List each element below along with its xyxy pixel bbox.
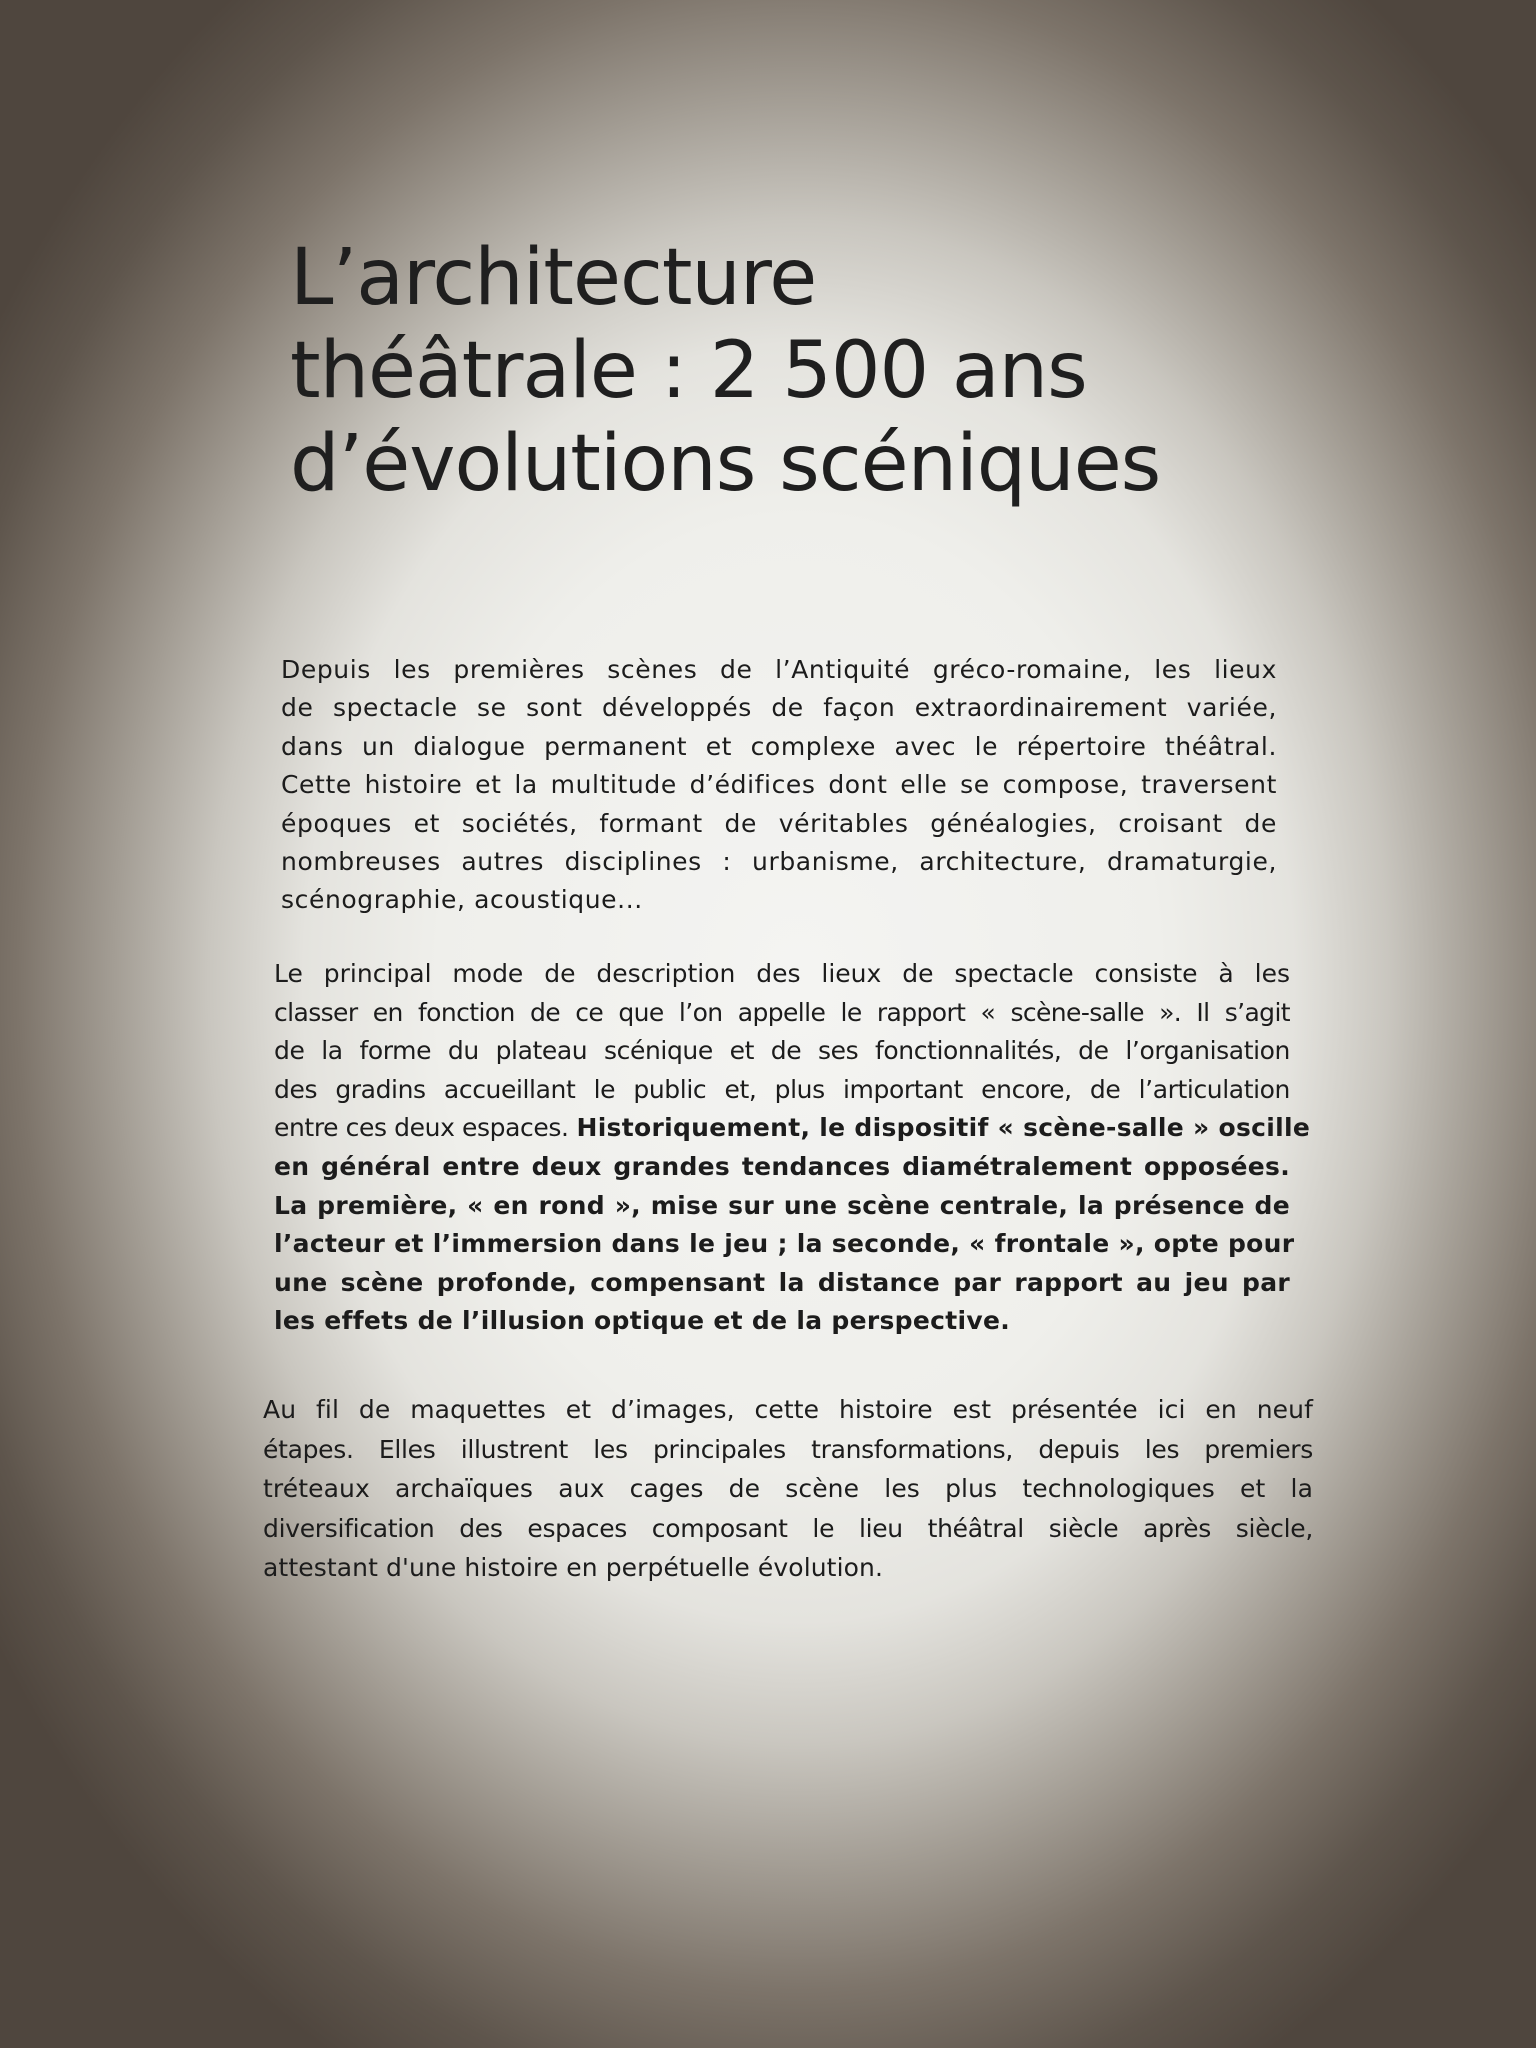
text-line: époques et sociétés, formant de véritables généalogies, croisant de [281,808,1277,838]
text-line: étapes. Elles illustrent les principales transformations, depuis les premiers [263,1434,1313,1464]
bold-text-line: La première, « en rond », mise sur une scène centrale, la présence de [274,1190,1290,1220]
text-line: attestant d'une histoire en perpétuelle évolution. [263,1553,884,1582]
text-line: diversification des espaces composant le lieu théâtral siècle après siècle, [263,1513,1313,1543]
text-segment: entre ces deux espaces. [274,1113,569,1143]
text-line: tréteaux archaïques aux cages de scène les plus technologiques et la [263,1474,1313,1503]
text-line: Au fil de maquettes et d’images, cette histoire est présentée ici en neuf [263,1395,1313,1424]
intro-paragraph [281,651,1277,920]
bold-text-line: les effets de l’illusion optique et de la perspective. [274,1306,1011,1336]
text-line: des gradins accueillant le public et, plus important encore, de l’articulation [274,1074,1290,1104]
panel-title [290,232,1290,511]
text-line: nombreuses autres disciplines : urbanisme, architecture, dramaturgie, [281,847,1277,877]
text-line: de la forme du plateau scénique et de ses fonctionnalités, de l’organisation [274,1036,1290,1066]
closing-paragraph [263,1390,1313,1588]
bold-text-line: en général entre deux grandes tendances diamétralement opposées. [274,1151,1290,1181]
title-line: d’évolutions scéniques [290,419,1161,509]
text-line: scénographie, acoustique... [281,885,643,915]
stage-hall-paragraph [274,955,1311,1341]
text-line: Cette histoire et la multitude d’édifices dont elle se compose, traversent [281,770,1277,800]
text-line: dans un dialogue permanent et complexe avec le répertoire théâtral. [281,731,1277,761]
text-line: de spectacle se sont développés de façon extraordinairement variée, [281,693,1277,723]
text-line: Depuis les premières scènes de l’Antiquité gréco-romaine, les lieux [281,655,1277,684]
title-line: L’architecture [290,233,817,323]
mixed-text-line [274,1109,1311,1148]
text-line: classer en fonction de ce que l’on appelle le rapport « scène-salle ». Il s’agit [274,997,1290,1027]
bold-text-line: l’acteur et l’immersion dans le jeu ; la seconde, « frontale », opte pour [274,1229,1295,1259]
title-line: théâtrale : 2 500 ans [290,326,1087,416]
text-line: Le principal mode de description des lieux de spectacle consiste à les [274,959,1290,988]
bold-text-line: une scène profonde, compensant la distance par rapport au jeu par [274,1267,1290,1297]
bold-text-segment: Historiquement, le dispositif « scène-salle » oscille [576,1113,1311,1143]
